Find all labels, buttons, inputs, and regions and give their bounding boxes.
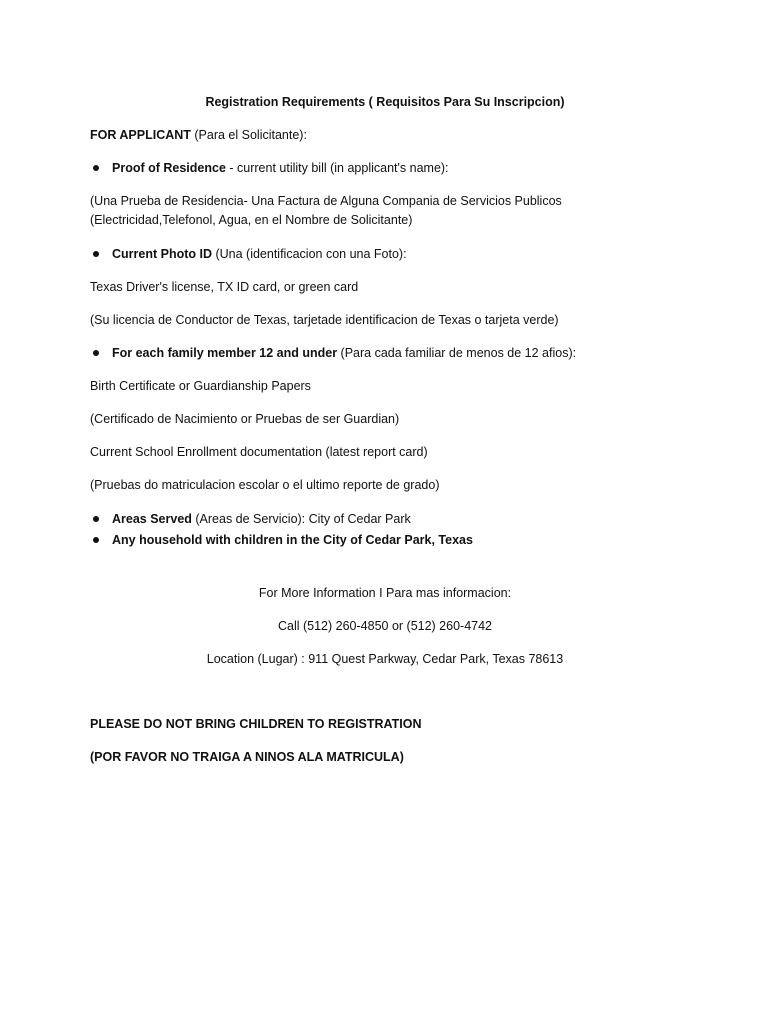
residence-label: Proof of Residence bbox=[112, 161, 226, 175]
notice-en: PLEASE DO NOT BRING CHILDREN TO REGISTRATION bbox=[90, 717, 422, 731]
photo-id-text: (Una (identificacion con una Foto): bbox=[212, 247, 407, 261]
page-title: Registration Requirements ( Requisitos Para Su Inscripcion) bbox=[205, 95, 565, 109]
bullet-icon bbox=[93, 251, 99, 257]
bullet-icon bbox=[93, 165, 99, 171]
photo-id-es: (Su licencia de Conductor de Texas, tarjetade identificacion de Texas o tarjeta verde) bbox=[90, 313, 559, 327]
residence-es-line1: (Una Prueba de Residencia- Una Factura de Alguna Compania de Servicios Publicos bbox=[90, 194, 562, 208]
photo-id-en: Texas Driver's license, TX ID card, or green card bbox=[90, 280, 359, 294]
family-text: (Para cada familiar de menos de 12 afios): bbox=[337, 346, 577, 360]
bullet-icon bbox=[93, 350, 99, 356]
location-address: Location (Lugar) : 911 Quest Parkway, Cedar Park, Texas 78613 bbox=[206, 652, 564, 666]
bullet-icon bbox=[93, 516, 99, 522]
applicant-label: FOR APPLICANT bbox=[90, 128, 191, 142]
photo-id-bullet bbox=[112, 245, 407, 264]
photo-id-label: Current Photo ID bbox=[112, 247, 212, 261]
applicant-label-es: (Para el Solicitante): bbox=[190, 128, 307, 142]
school-enrollment-es: (Pruebas do matriculacion escolar o el ultimo reporte de grado) bbox=[90, 478, 440, 492]
birth-certificate-es: (Certificado de Nacimiento or Pruebas de ser Guardian) bbox=[90, 412, 400, 426]
residence-text: - current utility bill (in applicant's name): bbox=[225, 161, 449, 175]
birth-certificate-en: Birth Certificate or Guardianship Papers bbox=[90, 379, 311, 393]
household-text: Any household with children in the City of Cedar Park, Texas bbox=[112, 533, 473, 547]
areas-bullet bbox=[112, 510, 411, 529]
notice-es: (POR FAVOR NO TRAIGA A NINOS ALA MATRICULA) bbox=[90, 750, 404, 764]
family-bullet bbox=[112, 344, 576, 363]
phone-numbers: Call (512) 260-4850 or (512) 260-4742 bbox=[277, 619, 493, 633]
school-enrollment-en: Current School Enrollment documentation (latest report card) bbox=[90, 445, 428, 459]
residence-bullet bbox=[112, 159, 449, 178]
areas-label: Areas Served bbox=[112, 512, 192, 526]
household-bullet bbox=[112, 531, 473, 550]
info-heading: For More Information I Para mas informacion: bbox=[258, 586, 512, 600]
bullet-icon bbox=[93, 537, 99, 543]
areas-text: (Areas de Servicio): City of Cedar Park bbox=[191, 512, 411, 526]
applicant-heading bbox=[90, 126, 307, 145]
family-label: For each family member 12 and under bbox=[112, 346, 338, 360]
residence-es-line2: (Electricidad,Telefonol, Agua, en el Nombre de Solicitante) bbox=[90, 213, 413, 227]
